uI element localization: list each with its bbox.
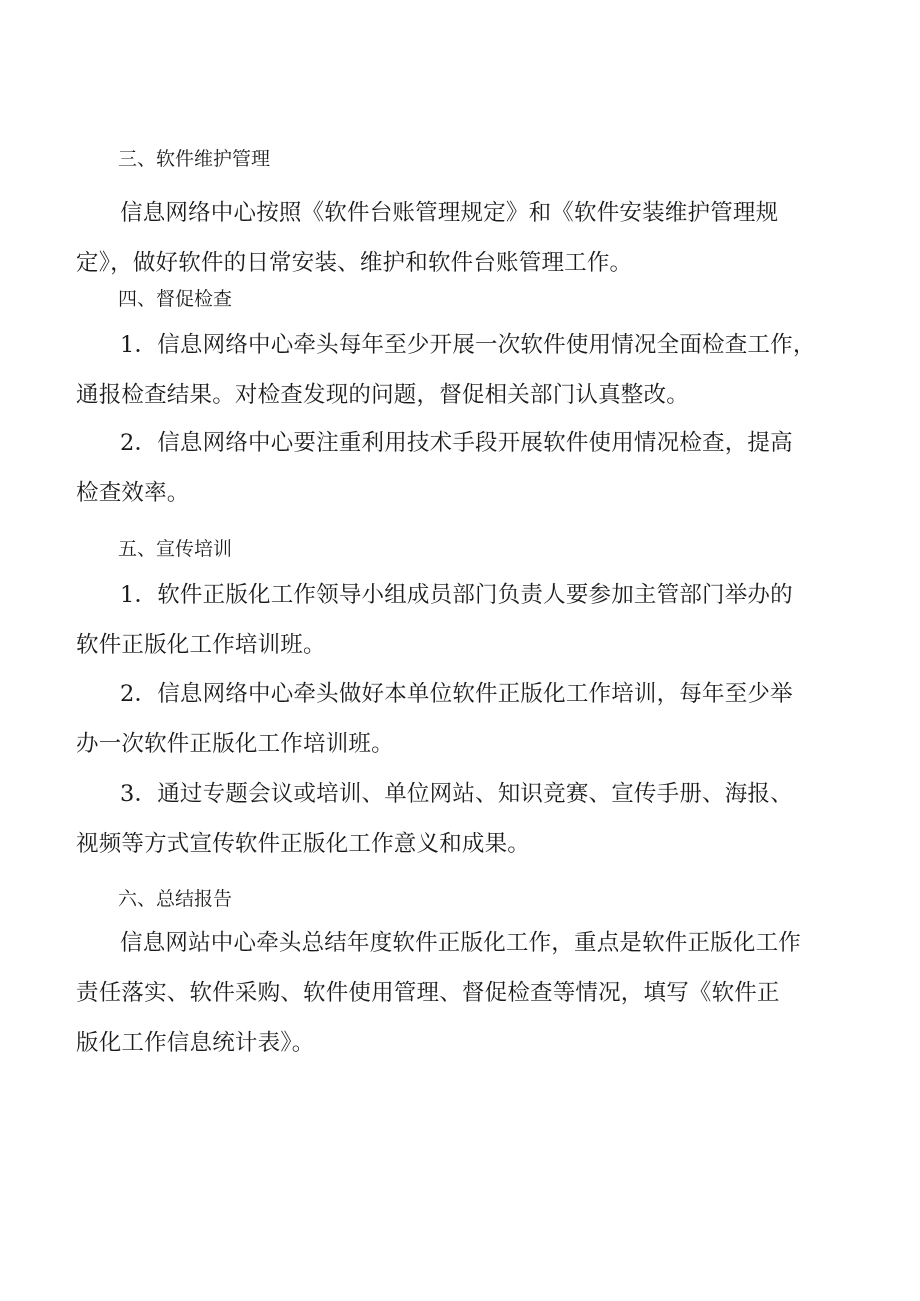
paragraph-line: 视频等方式宣传软件正版化工作意义和成果。 <box>76 831 531 857</box>
section-heading-6: 六、总结报告 <box>118 888 233 910</box>
paragraph <box>76 320 856 420</box>
paragraph-line: 软件正版化工作培训班。 <box>76 632 326 658</box>
paragraph-line: 2．信息网络中心牵头做好本单位软件正版化工作培训，每年至少举 <box>120 681 793 707</box>
paragraph-line: 定》，做好软件的日常安装、维护和软件台账管理工作。 <box>76 250 633 276</box>
paragraph-line: 办一次软件正版化工作培训班。 <box>76 731 394 757</box>
paragraph <box>76 918 856 1068</box>
paragraph-line: 版化工作信息统计表》。 <box>76 1030 315 1056</box>
paragraph <box>76 769 856 869</box>
section-heading-3: 三、软件维护管理 <box>118 148 271 170</box>
section-heading-4: 四、督促检查 <box>118 288 233 310</box>
paragraph-line: 1．信息网络中心牵头每年至少开展一次软件使用情况全面检查工作， <box>120 332 816 358</box>
paragraph-line: 信息网络中心按照《软件台账管理规定》和《软件安装维护管理规 <box>120 200 779 226</box>
paragraph <box>76 669 856 769</box>
paragraph <box>76 188 856 288</box>
section-heading-5: 五、宣传培训 <box>118 538 233 560</box>
paragraph-line: 责任落实、软件采购、软件使用管理、督促检查等情况，填写《软件正 <box>76 980 780 1006</box>
paragraph-line: 通报检查结果。对检查发现的问题，督促相关部门认真整改。 <box>76 382 689 408</box>
paragraph-line: 信息网站中心牵头总结年度软件正版化工作，重点是软件正版化工作 <box>120 930 802 956</box>
paragraph-line: 3．通过专题会议或培训、单位网站、知识竞赛、宣传手册、海报、 <box>120 781 793 807</box>
paragraph-line: 检查效率。 <box>76 480 190 506</box>
paragraph <box>76 418 856 518</box>
paragraph-line: 1．软件正版化工作领导小组成员部门负责人要参加主管部门举办的 <box>120 582 793 608</box>
paragraph <box>76 570 856 670</box>
paragraph-line: 2．信息网络中心要注重利用技术手段开展软件使用情况检查，提高 <box>120 430 793 456</box>
